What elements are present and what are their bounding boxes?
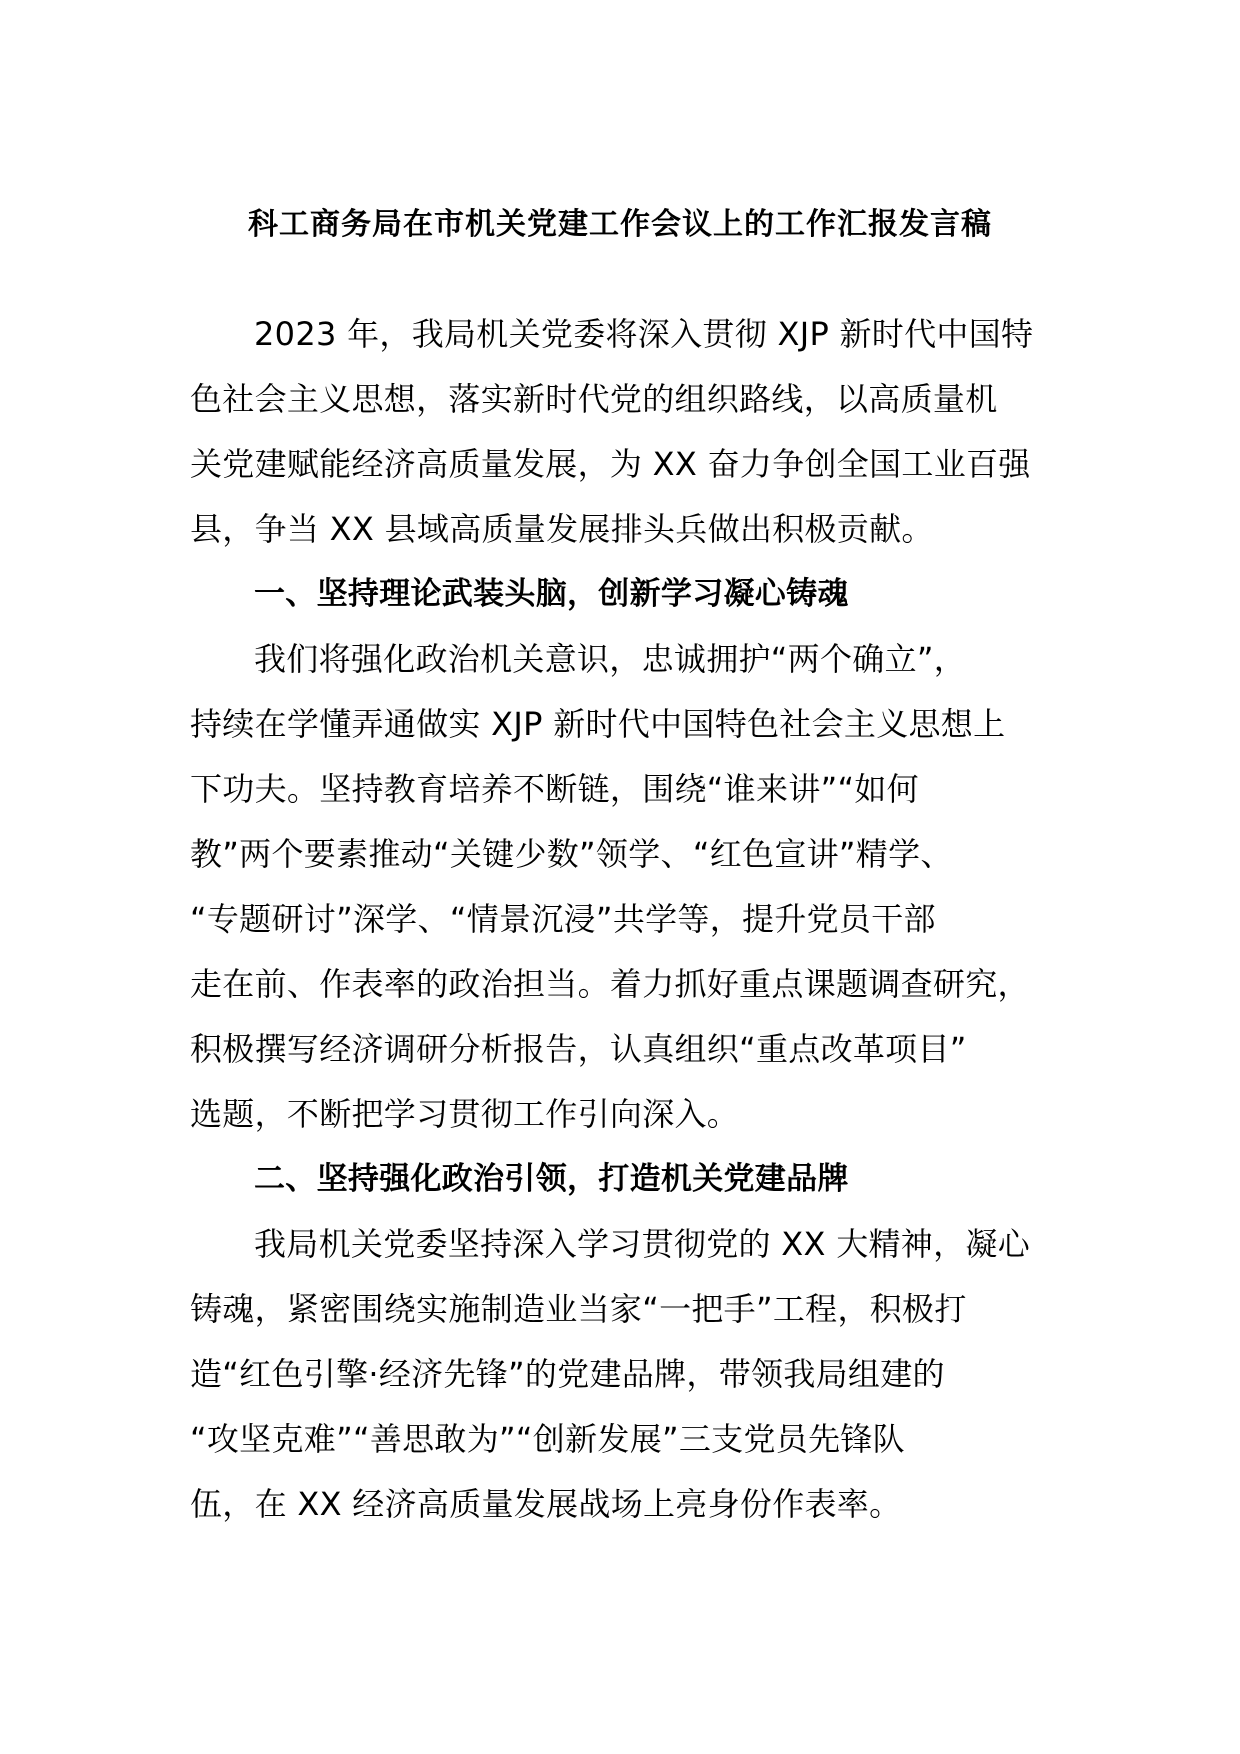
paragraph-line: 2023 年，我局机关党委将深入贯彻 XJP 新时代中国特 bbox=[254, 315, 1034, 353]
paragraph-line: 我们将强化政治机关意识，忠诚拥护“两个确立”， bbox=[254, 640, 967, 678]
section-heading: 二、坚持强化政治引领，打造机关党建品牌 bbox=[254, 1161, 849, 1197]
paragraph-line: 走在前、作表率的政治担当。着力抓好重点课题调查研究， bbox=[190, 965, 1030, 1003]
paragraph-line: 选题，不断把学习贯彻工作引向深入。 bbox=[190, 1095, 740, 1133]
paragraph-line: 色社会主义思想，落实新时代党的组织路线，以高质量机 bbox=[190, 380, 998, 418]
paragraph-line: 关党建赋能经济高质量发展，为 XX 奋力争创全国工业百强 bbox=[190, 445, 1031, 483]
paragraph-line: 铸魂，紧密围绕实施制造业当家“一把手”工程，积极打 bbox=[190, 1290, 967, 1328]
paragraph-line: 我局机关党委坚持深入学习贯彻党的 XX 大精神，凝心 bbox=[254, 1225, 1030, 1263]
paragraph-line: 县，争当 XX 县域高质量发展排头兵做出积极贡献。 bbox=[190, 510, 934, 548]
paragraph-line: 积极撰写经济调研分析报告，认真组织“重点改革项目” bbox=[190, 1030, 967, 1068]
paragraph-line: 持续在学懂弄通做实 XJP 新时代中国特色社会主义思想上 bbox=[190, 705, 1006, 743]
paragraph-line: “攻坚克难”“善思敢为”“创新发展”三支党员先锋队 bbox=[190, 1420, 905, 1458]
paragraph-line: 造“红色引擎·经济先锋”的党建品牌，带领我局组建的 bbox=[190, 1355, 945, 1393]
section-heading: 一、坚持理论武装头脑，创新学习凝心铸魂 bbox=[254, 576, 849, 612]
paragraph-line: 下功夫。坚持教育培养不断链，围绕“谁来讲”“如何 bbox=[190, 770, 919, 808]
document-title: 科工商务局在市机关党建工作会议上的工作汇报发言稿 bbox=[248, 207, 992, 242]
document-body bbox=[190, 302, 1070, 1537]
paragraph-line: 教”两个要素推动“关键少数”领学、“红色宣讲”精学、 bbox=[190, 835, 953, 873]
paragraph-line: “专题研讨”深学、“情景沉浸”共学等，提升党员干部 bbox=[190, 900, 936, 938]
paragraph-line: 伍，在 XX 经济高质量发展战场上亮身份作表率。 bbox=[190, 1485, 902, 1523]
